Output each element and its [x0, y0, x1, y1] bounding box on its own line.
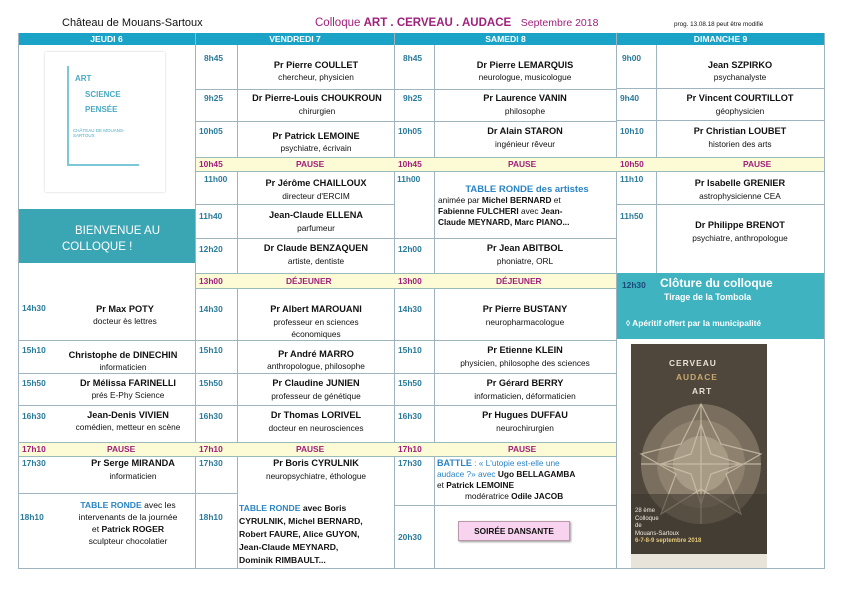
time-samedi-0925: 9h25 — [403, 93, 423, 103]
time-vendredi-1005: 10h05 — [199, 126, 223, 136]
speaker-name: Pr Patrick LEMOINE — [272, 131, 360, 141]
speaker-role: géophysicien — [715, 106, 765, 116]
speaker-name: Pr Hugues DUFFAU — [482, 410, 568, 420]
day-header-jeudi: JEUDI 6 — [18, 33, 195, 45]
time-samedi-0845: 8h45 — [403, 53, 423, 63]
row-divider — [617, 204, 824, 205]
speaker-role: phoniatre, ORL — [496, 256, 554, 266]
row-divider — [196, 238, 616, 239]
time-dimanche-1010: 10h10 — [620, 126, 644, 136]
poster-word-audace: AUDACE — [676, 372, 718, 382]
logo-word-pensee: PENSÉE — [85, 105, 118, 114]
tombola-text: Tirage de la Tombola — [664, 292, 752, 302]
table-ronde-line-5: Dominik RIMBAULT... — [239, 555, 326, 565]
with-text: avec — [518, 206, 541, 216]
poster-de: de — [635, 523, 642, 529]
speaker-name: Pr Etienne KLEIN — [487, 345, 563, 355]
speaker-name: Dr Claude BENZAQUEN — [263, 243, 369, 253]
logo-box — [45, 52, 165, 192]
table-ronde-line-3: Robert FAURE, Alice GUYON, — [239, 529, 360, 539]
battle-line-1 — [437, 458, 615, 469]
speaker-role: philosophe — [504, 106, 546, 116]
closing-title: Clôture du colloque — [660, 276, 773, 290]
speaker-role: neurologue, musicologue — [478, 72, 572, 82]
speaker-name: Christophe de DINECHIN — [68, 350, 178, 360]
speaker-name: Pr Laurence VANIN — [483, 93, 567, 103]
time-samedi-1550: 15h50 — [398, 378, 422, 388]
time-samedi-2030: 20h30 — [398, 532, 422, 542]
logo-word-science: SCIENCE — [85, 90, 121, 99]
speaker-role: informaticien — [99, 362, 147, 372]
battle-line-4 — [437, 491, 615, 502]
speaker-name: Pr André MARRO — [278, 349, 354, 359]
battle-block — [437, 458, 615, 502]
speaker-role: neuropharmacologue — [485, 317, 565, 327]
and-text: et — [551, 195, 561, 205]
time-vendredi-1045: 10h45 — [199, 159, 223, 169]
grid-line — [18, 33, 19, 569]
speaker-role: psychanalyste — [713, 72, 767, 82]
time-jeudi-1510: 15h10 — [22, 345, 46, 355]
time-samedi-1710: 17h10 — [398, 444, 422, 454]
speaker-role: psychiatre, écrivain — [280, 143, 352, 153]
speaker-name: Pr Jérôme CHAILLOUX — [265, 178, 367, 188]
speaker-role: chirurgien — [298, 106, 336, 116]
speaker-role: ingénieur rêveur — [495, 139, 555, 149]
aperitif-text: ◊ Apéritif offert par la municipalité — [626, 318, 762, 328]
grid-line — [18, 568, 825, 569]
speaker-name: Pr Jean ABITBOL — [486, 243, 564, 253]
time-jeudi-1550: 15h50 — [22, 378, 46, 388]
colloque-title — [315, 17, 598, 29]
lunch-label: DÉJEUNER — [496, 276, 542, 286]
table-ronde-vendredi — [239, 502, 394, 567]
speaker-role: professeur de génétique — [271, 391, 361, 401]
speaker-role: psychiatre, anthropologue — [692, 233, 788, 243]
time-samedi-1430: 14h30 — [398, 304, 422, 314]
speaker-role: physicien, philosophe des sciences — [460, 358, 590, 368]
time-samedi-1200: 12h00 — [398, 244, 422, 254]
table-ronde-line-3 — [438, 206, 614, 217]
pause-label: PAUSE — [107, 444, 136, 454]
animated-by: animée par — [438, 195, 482, 205]
speaker-name: Pr Pierre BUSTANY — [482, 304, 568, 314]
pause-label: PAUSE — [508, 444, 537, 454]
speaker-name: Pr Gérard BERRY — [486, 378, 564, 388]
time-samedi-1630: 16h30 — [398, 411, 422, 421]
speaker-name: Pr Boris CYRULNIK — [273, 458, 359, 468]
speaker-name: Dr Thomas LORIVEL — [270, 410, 362, 420]
time-samedi-1005: 10h05 — [398, 126, 422, 136]
speaker-name: Pr Pierre COULLET — [273, 60, 359, 70]
lunch-label: DÉJEUNER — [286, 276, 332, 286]
table-ronde-artistes — [438, 184, 614, 228]
battle-guest: Ugo BELLAGAMBA — [497, 469, 576, 479]
moderator-label: modératrice — [465, 491, 512, 501]
title-date: Septembre 2018 — [520, 17, 599, 29]
poster-colloque: Colloque — [635, 515, 659, 522]
day-header-samedi: SAMEDI 8 — [395, 33, 616, 45]
row-divider — [196, 89, 616, 90]
speaker-name: Dr Pierre LEMARQUIS — [476, 60, 574, 70]
speaker-role: parfumeur — [297, 223, 335, 233]
pause-label: PAUSE — [743, 159, 772, 169]
time-jeudi-1710: 17h10 — [22, 444, 46, 454]
venue-name: Château de Mouans-Sartoux — [62, 17, 203, 29]
table-ronde-title: TABLE RONDE — [239, 503, 301, 513]
speaker-name: Pr Max POTY — [96, 304, 154, 314]
table-ronde-line-1 — [239, 502, 394, 515]
poster-edition — [635, 508, 701, 546]
row-divider — [18, 340, 616, 341]
time-samedi-1045: 10h45 — [398, 159, 422, 169]
time-dimanche-0900: 9h00 — [622, 53, 642, 63]
speaker-name: Pr Vincent COURTILLOT — [686, 93, 794, 103]
row-divider — [196, 121, 616, 122]
guest-name: Jean- — [540, 206, 563, 216]
speaker-name: Pr Albert MAROUANI — [270, 304, 362, 314]
row-divider — [617, 120, 824, 121]
battle-line-3 — [437, 480, 615, 491]
time-jeudi-1810: 18h10 — [20, 512, 44, 522]
battle-with: audace ?» avec — [437, 469, 498, 479]
grid-line — [824, 33, 825, 569]
title-prefix: Colloque — [315, 17, 364, 29]
pause-label: PAUSE — [296, 444, 325, 454]
time-samedi-1510: 15h10 — [398, 345, 422, 355]
time-dimanche-1150: 11h50 — [620, 211, 644, 221]
table-ronde-and: et — [91, 524, 102, 534]
poster-sponsor-logos — [631, 554, 767, 568]
logo-caption: CHÂTEAU DE MOUANS-SARTOUX — [73, 128, 125, 138]
soiree-dansante-button: SOIRÉE DANSANTE — [458, 521, 570, 541]
time-dimanche-1230: 12h30 — [622, 280, 646, 290]
time-samedi-1100: 11h00 — [397, 174, 421, 184]
speaker-name: Dr Alain STARON — [487, 126, 563, 136]
speaker-name: Jean SZPIRKO — [707, 60, 773, 70]
time-vendredi-1220: 12h20 — [199, 244, 223, 254]
speaker-role: chercheur, physicien — [278, 72, 354, 82]
grid-line — [237, 45, 238, 569]
moderator-name: Odile JACOB — [511, 491, 564, 501]
speaker-name: Pr Christian LOUBET — [693, 126, 787, 136]
speaker-role: historien des arts — [708, 139, 772, 149]
speaker-role: neurochirurgien — [496, 423, 554, 433]
poster-town: Mouans-Sartoux — [635, 530, 680, 537]
time-vendredi-1300: 13h00 — [199, 276, 223, 286]
speaker-role: informaticien — [109, 471, 157, 481]
welcome-line-1: BIENVENUE AU — [75, 225, 160, 237]
poster-word-cerveau: CERVEAU — [669, 358, 717, 368]
table-ronde-line-3 — [62, 523, 194, 535]
time-vendredi-1510: 15h10 — [199, 345, 223, 355]
table-ronde-line-1 — [62, 499, 194, 511]
speaker-role: astrophysicienne CEA — [699, 191, 781, 201]
program-note: prog. 13.08.18 peut être modifié — [674, 21, 764, 28]
table-ronde-title: TABLE RONDE des artistes — [465, 184, 589, 195]
battle-guest: Patrick LEMOINE — [446, 480, 515, 490]
day-header-dimanche: DIMANCHE 9 — [617, 33, 824, 45]
speaker-name: Dr Pierre-Louis CHOUKROUN — [252, 93, 382, 103]
table-ronde-line-2: intervenants de la journée — [78, 512, 178, 522]
table-ronde-line-4: Jean-Claude MEYNARD, — [239, 542, 339, 552]
row-divider — [617, 88, 824, 89]
moderator-name: Fabienne FULCHERI — [438, 206, 519, 216]
speaker-role: directeur d'ERCIM — [282, 191, 350, 201]
speaker-role: informaticien, déformaticien — [474, 391, 576, 401]
table-ronde-title: TABLE RONDE — [80, 500, 142, 510]
time-vendredi-1710: 17h10 — [199, 444, 223, 454]
row-divider — [196, 204, 394, 205]
row-divider — [395, 505, 616, 506]
speaker-name: Pr Claudine JUNIEN — [272, 378, 360, 388]
row-divider — [18, 373, 616, 374]
time-samedi-1300: 13h00 — [398, 276, 422, 286]
speaker-role: prés E-Phy Science — [91, 390, 165, 400]
speaker-name: Pr Serge MIRANDA — [91, 458, 175, 468]
battle-line-2 — [437, 469, 615, 480]
speaker-role: docteur ès lettres — [93, 316, 157, 326]
time-dimanche-0940: 9h40 — [620, 93, 640, 103]
table-ronde-line-2 — [438, 195, 614, 206]
time-vendredi-0925: 9h25 — [204, 93, 224, 103]
table-ronde-line-2: CYRULNIK, Michel BERNARD, — [239, 516, 363, 526]
pause-label: PAUSE — [508, 159, 537, 169]
speaker-role: professeur en sciences — [273, 317, 359, 327]
time-vendredi-1730: 17h30 — [199, 458, 223, 468]
table-ronde-rest: avec Boris — [300, 503, 347, 513]
table-ronde-rest: avec les — [141, 500, 176, 510]
poster-dates: 6-7-8-9 septembre 2018 — [635, 538, 702, 544]
time-vendredi-1430: 14h30 — [199, 304, 223, 314]
day-header-vendredi: VENDREDI 7 — [196, 33, 394, 45]
time-dimanche-1050: 10h50 — [620, 159, 644, 169]
battle-title: BATTLE — [437, 458, 472, 468]
battle-and: et — [437, 480, 447, 490]
time-jeudi-1430: 14h30 — [22, 303, 46, 313]
speaker-role: neuropsychiatre, éthologue — [265, 471, 367, 481]
speaker-name: Pr Isabelle GRENIER — [694, 178, 786, 188]
grid-line — [195, 33, 196, 569]
grid-line — [434, 45, 435, 569]
table-ronde-jeudi — [62, 499, 194, 547]
table-ronde-guest: Patrick ROGER — [101, 524, 165, 534]
speaker-role: artiste, dentiste — [287, 256, 345, 266]
battle-subject: : « L'utopie est-elle une — [471, 458, 560, 468]
poster-word-art: ART — [692, 386, 713, 396]
title-main: ART . CERVEAU . AUDACE — [363, 17, 512, 29]
time-jeudi-1730: 17h30 — [22, 458, 46, 468]
speaker-role: comédien, metteur en scène — [75, 422, 181, 432]
row-divider — [18, 405, 616, 406]
speaker-name: Jean-Denis VIVIEN — [87, 410, 169, 420]
poster-edition-number: 28 ème — [635, 508, 656, 514]
speaker-name: Dr Philippe BRENOT — [695, 220, 785, 230]
event-poster — [631, 344, 767, 568]
time-vendredi-1550: 15h50 — [199, 378, 223, 388]
speaker-name: Dr Mélissa FARINELLI — [80, 378, 176, 388]
time-samedi-1730: 17h30 — [398, 458, 422, 468]
time-vendredi-1140: 11h40 — [199, 211, 223, 221]
table-ronde-line-4: sculpteur chocolatier — [88, 536, 168, 546]
speaker-role: économiques — [291, 329, 341, 339]
time-vendredi-0845: 8h45 — [204, 53, 224, 63]
time-jeudi-1630: 16h30 — [22, 411, 46, 421]
logo-word-art: ART — [75, 74, 92, 83]
welcome-line-2: COLLOQUE ! — [62, 241, 133, 253]
time-vendredi-1100: 11h00 — [204, 174, 228, 184]
time-vendredi-1630: 16h30 — [199, 411, 223, 421]
row-divider — [18, 493, 237, 494]
table-ronde-line-4: Claude MEYNARD, Marc PIANO... — [438, 217, 570, 227]
pause-label: PAUSE — [296, 159, 325, 169]
speaker-role: docteur en neurosciences — [268, 423, 364, 433]
time-vendredi-1810: 18h10 — [199, 512, 223, 522]
speaker-role: anthropologue, philosophe — [267, 361, 365, 371]
time-dimanche-1110: 11h10 — [620, 174, 644, 184]
speaker-name: Jean-Claude ELLENA — [269, 210, 363, 220]
moderator-name: Michel BERNARD — [481, 195, 552, 205]
